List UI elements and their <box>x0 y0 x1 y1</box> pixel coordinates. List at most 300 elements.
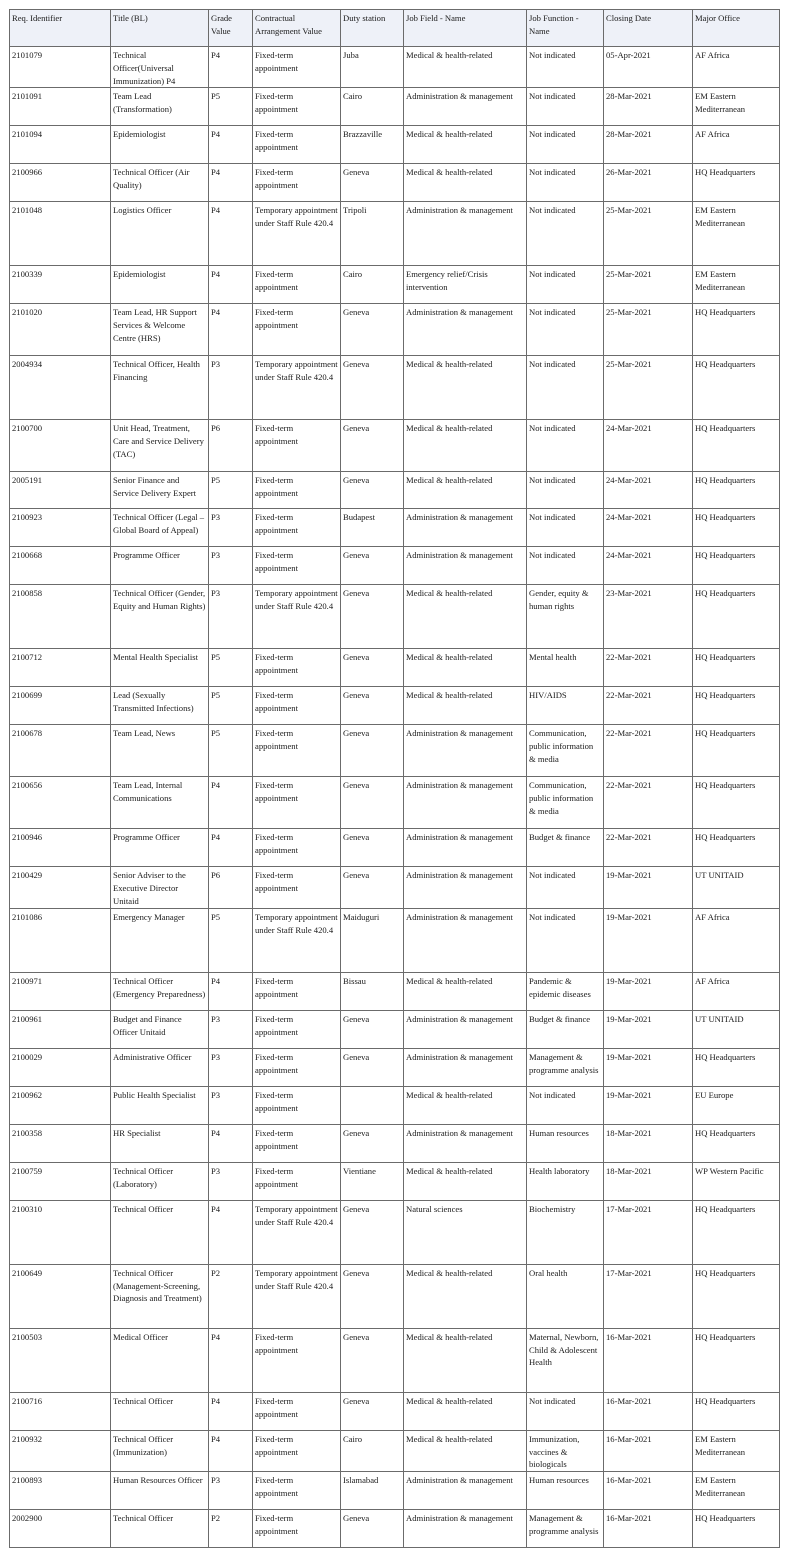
table-row <box>10 47 780 88</box>
title-cell: Technical Officer, Health Financing <box>111 356 209 420</box>
req-identifier-cell: 2100656 <box>10 777 111 829</box>
req-identifier-cell: 2100961 <box>10 1010 111 1048</box>
closing-date-cell: 05-Apr-2021 <box>604 47 693 88</box>
job-field-cell: Administration & management <box>404 1048 527 1086</box>
req-identifier-cell: 2101020 <box>10 304 111 356</box>
duty-station-cell: Geneva <box>341 420 404 472</box>
job-field-cell: Medical & health-related <box>404 1086 527 1124</box>
grade-cell: P3 <box>209 1010 253 1048</box>
title-cell: Unit Head, Treatment, Care and Service Delivery (TAC) <box>111 420 209 472</box>
table-row <box>10 1010 780 1048</box>
job-function-cell: Biochemistry <box>527 1200 604 1264</box>
job-field-cell: Medical & health-related <box>404 472 527 509</box>
closing-date-cell: 24-Mar-2021 <box>604 472 693 509</box>
job-field-cell: Natural sciences <box>404 1200 527 1264</box>
table-row <box>10 1162 780 1200</box>
job-function-cell: Not indicated <box>527 304 604 356</box>
table-row <box>10 585 780 649</box>
job-function-cell: Not indicated <box>527 266 604 304</box>
job-function-cell: Mental health <box>527 649 604 687</box>
job-function-cell: Not indicated <box>527 420 604 472</box>
duty-station-cell: Geneva <box>341 356 404 420</box>
job-field-cell: Administration & management <box>404 1124 527 1162</box>
table-row <box>10 1048 780 1086</box>
job-function-cell: Pandemic & epidemic diseases <box>527 972 604 1010</box>
job-field-cell: Administration & management <box>404 908 527 972</box>
table-row <box>10 266 780 304</box>
table-row <box>10 356 780 420</box>
header-job-field: Job Field - Name <box>404 10 527 47</box>
job-field-cell: Medical & health-related <box>404 47 527 88</box>
grade-cell: P6 <box>209 867 253 908</box>
table-row <box>10 1086 780 1124</box>
grade-cell: P4 <box>209 1124 253 1162</box>
major-office-cell: AF Africa <box>693 908 780 972</box>
major-office-cell: HQ Headquarters <box>693 547 780 585</box>
title-cell: Public Health Specialist <box>111 1086 209 1124</box>
closing-date-cell: 23-Mar-2021 <box>604 585 693 649</box>
major-office-cell: HQ Headquarters <box>693 687 780 725</box>
major-office-cell: HQ Headquarters <box>693 472 780 509</box>
job-function-cell: Not indicated <box>527 472 604 509</box>
req-identifier-cell: 2100716 <box>10 1392 111 1430</box>
title-cell: Mental Health Specialist <box>111 649 209 687</box>
header-title: Title (BL) <box>111 10 209 47</box>
job-field-cell: Administration & management <box>404 829 527 867</box>
req-identifier-cell: 2100429 <box>10 867 111 908</box>
contract-cell: Fixed-term appointment <box>253 867 341 908</box>
table-row <box>10 777 780 829</box>
job-function-cell: Not indicated <box>527 202 604 266</box>
table-row <box>10 1200 780 1264</box>
major-office-cell: HQ Headquarters <box>693 509 780 547</box>
table-row <box>10 420 780 472</box>
major-office-cell: HQ Headquarters <box>693 1200 780 1264</box>
table-row <box>10 472 780 509</box>
title-cell: Lead (Sexually Transmitted Infections) <box>111 687 209 725</box>
job-function-cell: Not indicated <box>527 164 604 202</box>
closing-date-cell: 22-Mar-2021 <box>604 687 693 725</box>
closing-date-cell: 25-Mar-2021 <box>604 202 693 266</box>
job-field-cell: Administration & management <box>404 88 527 126</box>
grade-cell: P5 <box>209 687 253 725</box>
major-office-cell: EM Eastern Mediterranean <box>693 1430 780 1471</box>
job-field-cell: Administration & management <box>404 1472 527 1510</box>
duty-station-cell: Cairo <box>341 1430 404 1471</box>
contract-cell: Fixed-term appointment <box>253 472 341 509</box>
req-identifier-cell: 2100946 <box>10 829 111 867</box>
title-cell: Technical Officer <box>111 1510 209 1548</box>
major-office-cell: HQ Headquarters <box>693 649 780 687</box>
title-cell: Emergency Manager <box>111 908 209 972</box>
grade-cell: P5 <box>209 725 253 777</box>
duty-station-cell: Tripoli <box>341 202 404 266</box>
duty-station-cell <box>341 1086 404 1124</box>
job-field-cell: Emergency relief/Crisis intervention <box>404 266 527 304</box>
duty-station-cell: Geneva <box>341 304 404 356</box>
duty-station-cell: Bissau <box>341 972 404 1010</box>
job-function-cell: Management & programme analysis <box>527 1510 604 1548</box>
job-function-cell: Maternal, Newborn, Child & Adolescent Health <box>527 1328 604 1392</box>
contract-cell: Fixed-term appointment <box>253 777 341 829</box>
major-office-cell: HQ Headquarters <box>693 1328 780 1392</box>
contract-cell: Fixed-term appointment <box>253 47 341 88</box>
contract-cell: Fixed-term appointment <box>253 1010 341 1048</box>
major-office-cell: EM Eastern Mediterranean <box>693 202 780 266</box>
major-office-cell: HQ Headquarters <box>693 725 780 777</box>
duty-station-cell: Maiduguri <box>341 908 404 972</box>
duty-station-cell: Geneva <box>341 547 404 585</box>
grade-cell: P4 <box>209 202 253 266</box>
duty-station-cell: Geneva <box>341 1048 404 1086</box>
closing-date-cell: 17-Mar-2021 <box>604 1200 693 1264</box>
major-office-cell: UT UNITAID <box>693 1010 780 1048</box>
closing-date-cell: 26-Mar-2021 <box>604 164 693 202</box>
grade-cell: P2 <box>209 1264 253 1328</box>
job-function-cell: Communication, public information & media <box>527 777 604 829</box>
job-field-cell: Medical & health-related <box>404 1328 527 1392</box>
req-identifier-cell: 2100923 <box>10 509 111 547</box>
job-function-cell: Budget & finance <box>527 1010 604 1048</box>
duty-station-cell: Cairo <box>341 88 404 126</box>
contract-cell: Fixed-term appointment <box>253 1392 341 1430</box>
title-cell: Logistics Officer <box>111 202 209 266</box>
table-header-row <box>10 10 780 47</box>
table-body <box>10 47 780 1548</box>
major-office-cell: EM Eastern Mediterranean <box>693 1472 780 1510</box>
duty-station-cell: Islamabad <box>341 1472 404 1510</box>
major-office-cell: AF Africa <box>693 126 780 164</box>
grade-cell: P3 <box>209 1472 253 1510</box>
job-field-cell: Medical & health-related <box>404 1162 527 1200</box>
major-office-cell: HQ Headquarters <box>693 1510 780 1548</box>
table-row <box>10 1510 780 1548</box>
major-office-cell: HQ Headquarters <box>693 1048 780 1086</box>
duty-station-cell: Geneva <box>341 472 404 509</box>
contract-cell: Fixed-term appointment <box>253 547 341 585</box>
closing-date-cell: 25-Mar-2021 <box>604 266 693 304</box>
grade-cell: P3 <box>209 547 253 585</box>
grade-cell: P3 <box>209 1162 253 1200</box>
duty-station-cell: Juba <box>341 47 404 88</box>
req-identifier-cell: 2100699 <box>10 687 111 725</box>
job-field-cell: Medical & health-related <box>404 356 527 420</box>
closing-date-cell: 18-Mar-2021 <box>604 1162 693 1200</box>
contract-cell: Fixed-term appointment <box>253 1086 341 1124</box>
grade-cell: P3 <box>209 585 253 649</box>
grade-cell: P4 <box>209 47 253 88</box>
major-office-cell: EU Europe <box>693 1086 780 1124</box>
job-field-cell: Medical & health-related <box>404 972 527 1010</box>
table-row <box>10 509 780 547</box>
table-row <box>10 304 780 356</box>
major-office-cell: UT UNITAID <box>693 867 780 908</box>
contract-cell: Fixed-term appointment <box>253 972 341 1010</box>
table-row <box>10 547 780 585</box>
closing-date-cell: 25-Mar-2021 <box>604 356 693 420</box>
req-identifier-cell: 2100339 <box>10 266 111 304</box>
contract-cell: Fixed-term appointment <box>253 687 341 725</box>
duty-station-cell: Cairo <box>341 266 404 304</box>
header-grade-value: Grade Value <box>209 10 253 47</box>
req-identifier-cell: 2100358 <box>10 1124 111 1162</box>
duty-station-cell: Geneva <box>341 1124 404 1162</box>
header-duty-station: Duty station <box>341 10 404 47</box>
grade-cell: P4 <box>209 1328 253 1392</box>
major-office-cell: AF Africa <box>693 972 780 1010</box>
table-row <box>10 88 780 126</box>
major-office-cell: EM Eastern Mediterranean <box>693 266 780 304</box>
req-identifier-cell: 2101086 <box>10 908 111 972</box>
table-row <box>10 1328 780 1392</box>
title-cell: Senior Adviser to the Executive Director Unitaid <box>111 867 209 908</box>
closing-date-cell: 22-Mar-2021 <box>604 649 693 687</box>
job-function-cell: Health laboratory <box>527 1162 604 1200</box>
title-cell: Administrative Officer <box>111 1048 209 1086</box>
job-field-cell: Administration & management <box>404 202 527 266</box>
contract-cell: Fixed-term appointment <box>253 88 341 126</box>
req-identifier-cell: 2100712 <box>10 649 111 687</box>
job-field-cell: Medical & health-related <box>404 687 527 725</box>
title-cell: Epidemiologist <box>111 266 209 304</box>
table-row <box>10 164 780 202</box>
closing-date-cell: 17-Mar-2021 <box>604 1264 693 1328</box>
closing-date-cell: 16-Mar-2021 <box>604 1472 693 1510</box>
grade-cell: P4 <box>209 1200 253 1264</box>
title-cell: HR Specialist <box>111 1124 209 1162</box>
table-row <box>10 1472 780 1510</box>
duty-station-cell: Geneva <box>341 1264 404 1328</box>
req-identifier-cell: 2101091 <box>10 88 111 126</box>
job-function-cell: Not indicated <box>527 908 604 972</box>
contract-cell: Fixed-term appointment <box>253 1510 341 1548</box>
grade-cell: P4 <box>209 266 253 304</box>
major-office-cell: WP Western Pacific <box>693 1162 780 1200</box>
title-cell: Team Lead, News <box>111 725 209 777</box>
title-cell: Human Resources Officer <box>111 1472 209 1510</box>
duty-station-cell: Geneva <box>341 1010 404 1048</box>
contract-cell: Temporary appointment under Staff Rule 420.4 <box>253 908 341 972</box>
major-office-cell: HQ Headquarters <box>693 420 780 472</box>
duty-station-cell: Geneva <box>341 1328 404 1392</box>
duty-station-cell: Geneva <box>341 867 404 908</box>
major-office-cell: AF Africa <box>693 47 780 88</box>
duty-station-cell: Geneva <box>341 829 404 867</box>
job-function-cell: Not indicated <box>527 1392 604 1430</box>
contract-cell: Fixed-term appointment <box>253 649 341 687</box>
duty-station-cell: Geneva <box>341 649 404 687</box>
document-page <box>9 9 779 1548</box>
duty-station-cell: Geneva <box>341 1510 404 1548</box>
contract-cell: Fixed-term appointment <box>253 725 341 777</box>
job-function-cell: HIV/AIDS <box>527 687 604 725</box>
req-identifier-cell: 2004934 <box>10 356 111 420</box>
grade-cell: P5 <box>209 908 253 972</box>
contract-cell: Temporary appointment under Staff Rule 420.4 <box>253 202 341 266</box>
duty-station-cell: Geneva <box>341 725 404 777</box>
job-field-cell: Medical & health-related <box>404 585 527 649</box>
grade-cell: P3 <box>209 356 253 420</box>
req-identifier-cell: 2100503 <box>10 1328 111 1392</box>
closing-date-cell: 24-Mar-2021 <box>604 509 693 547</box>
req-identifier-cell: 2002900 <box>10 1510 111 1548</box>
title-cell: Technical Officer <box>111 1200 209 1264</box>
major-office-cell: HQ Headquarters <box>693 585 780 649</box>
closing-date-cell: 19-Mar-2021 <box>604 972 693 1010</box>
job-field-cell: Administration & management <box>404 1510 527 1548</box>
header-contractual-arrangement: Contractual Arrangement Value <box>253 10 341 47</box>
job-field-cell: Administration & management <box>404 725 527 777</box>
job-function-cell: Immunization, vaccines & biologicals <box>527 1430 604 1471</box>
contract-cell: Fixed-term appointment <box>253 126 341 164</box>
job-field-cell: Administration & management <box>404 547 527 585</box>
contract-cell: Fixed-term appointment <box>253 829 341 867</box>
contract-cell: Temporary appointment under Staff Rule 420.4 <box>253 1264 341 1328</box>
title-cell: Programme Officer <box>111 829 209 867</box>
major-office-cell: EM Eastern Mediterranean <box>693 88 780 126</box>
grade-cell: P3 <box>209 1048 253 1086</box>
req-identifier-cell: 2100932 <box>10 1430 111 1471</box>
duty-station-cell: Geneva <box>341 1392 404 1430</box>
title-cell: Epidemiologist <box>111 126 209 164</box>
contract-cell: Fixed-term appointment <box>253 1124 341 1162</box>
job-field-cell: Administration & management <box>404 777 527 829</box>
title-cell: Budget and Finance Officer Unitaid <box>111 1010 209 1048</box>
table-row <box>10 126 780 164</box>
duty-station-cell: Geneva <box>341 585 404 649</box>
closing-date-cell: 28-Mar-2021 <box>604 88 693 126</box>
duty-station-cell: Geneva <box>341 777 404 829</box>
contract-cell: Temporary appointment under Staff Rule 420.4 <box>253 356 341 420</box>
req-identifier-cell: 2101079 <box>10 47 111 88</box>
grade-cell: P4 <box>209 126 253 164</box>
title-cell: Programme Officer <box>111 547 209 585</box>
major-office-cell: HQ Headquarters <box>693 356 780 420</box>
job-function-cell: Not indicated <box>527 509 604 547</box>
contract-cell: Temporary appointment under Staff Rule 420.4 <box>253 1200 341 1264</box>
contract-cell: Fixed-term appointment <box>253 1048 341 1086</box>
job-field-cell: Medical & health-related <box>404 126 527 164</box>
job-function-cell: Gender, equity & human rights <box>527 585 604 649</box>
title-cell: Senior Finance and Service Delivery Expert <box>111 472 209 509</box>
job-field-cell: Administration & management <box>404 509 527 547</box>
req-identifier-cell: 2100310 <box>10 1200 111 1264</box>
major-office-cell: HQ Headquarters <box>693 1124 780 1162</box>
duty-station-cell: Budapest <box>341 509 404 547</box>
table-row <box>10 202 780 266</box>
job-field-cell: Administration & management <box>404 867 527 908</box>
job-function-cell: Oral health <box>527 1264 604 1328</box>
grade-cell: P6 <box>209 420 253 472</box>
grade-cell: P5 <box>209 88 253 126</box>
grade-cell: P4 <box>209 777 253 829</box>
closing-date-cell: 19-Mar-2021 <box>604 1048 693 1086</box>
table-row <box>10 908 780 972</box>
duty-station-cell: Geneva <box>341 1200 404 1264</box>
title-cell: Technical Officer (Emergency Preparedness) <box>111 972 209 1010</box>
title-cell: Team Lead, Internal Communications <box>111 777 209 829</box>
contract-cell: Fixed-term appointment <box>253 1430 341 1471</box>
grade-cell: P3 <box>209 1086 253 1124</box>
contract-cell: Fixed-term appointment <box>253 1472 341 1510</box>
job-function-cell: Management & programme analysis <box>527 1048 604 1086</box>
title-cell: Technical Officer (Immunization) <box>111 1430 209 1471</box>
duty-station-cell: Brazzaville <box>341 126 404 164</box>
table-row <box>10 972 780 1010</box>
closing-date-cell: 18-Mar-2021 <box>604 1124 693 1162</box>
table-row <box>10 649 780 687</box>
job-function-cell: Not indicated <box>527 356 604 420</box>
title-cell: Technical Officer (Air Quality) <box>111 164 209 202</box>
grade-cell: P4 <box>209 972 253 1010</box>
closing-date-cell: 19-Mar-2021 <box>604 1086 693 1124</box>
closing-date-cell: 25-Mar-2021 <box>604 304 693 356</box>
req-identifier-cell: 2100759 <box>10 1162 111 1200</box>
job-field-cell: Administration & management <box>404 1010 527 1048</box>
grade-cell: P5 <box>209 472 253 509</box>
req-identifier-cell: 2100858 <box>10 585 111 649</box>
closing-date-cell: 19-Mar-2021 <box>604 867 693 908</box>
req-identifier-cell: 2100649 <box>10 1264 111 1328</box>
duty-station-cell: Geneva <box>341 687 404 725</box>
grade-cell: P4 <box>209 164 253 202</box>
grade-cell: P2 <box>209 1510 253 1548</box>
job-field-cell: Medical & health-related <box>404 420 527 472</box>
title-cell: Technical Officer (Management-Screening, Diagnosis and Treatment) <box>111 1264 209 1328</box>
job-function-cell: Human resources <box>527 1124 604 1162</box>
duty-station-cell: Geneva <box>341 164 404 202</box>
title-cell: Technical Officer(Universal Immunization) P4 <box>111 47 209 88</box>
header-req-identifier: Req. Identifier <box>10 10 111 47</box>
grade-cell: P4 <box>209 1392 253 1430</box>
contract-cell: Temporary appointment under Staff Rule 420.4 <box>253 585 341 649</box>
req-identifier-cell: 2100971 <box>10 972 111 1010</box>
req-identifier-cell: 2100700 <box>10 420 111 472</box>
req-identifier-cell: 2100966 <box>10 164 111 202</box>
job-function-cell: Not indicated <box>527 1086 604 1124</box>
title-cell: Team Lead (Transformation) <box>111 88 209 126</box>
grade-cell: P4 <box>209 829 253 867</box>
closing-date-cell: 16-Mar-2021 <box>604 1392 693 1430</box>
contract-cell: Fixed-term appointment <box>253 1328 341 1392</box>
closing-date-cell: 16-Mar-2021 <box>604 1430 693 1471</box>
title-cell: Technical Officer (Gender, Equity and Human Rights) <box>111 585 209 649</box>
req-identifier-cell: 2100962 <box>10 1086 111 1124</box>
title-cell: Technical Officer (Laboratory) <box>111 1162 209 1200</box>
req-identifier-cell: 2100893 <box>10 1472 111 1510</box>
grade-cell: P4 <box>209 304 253 356</box>
closing-date-cell: 22-Mar-2021 <box>604 725 693 777</box>
major-office-cell: HQ Headquarters <box>693 777 780 829</box>
grade-cell: P3 <box>209 509 253 547</box>
duty-station-cell: Vientiane <box>341 1162 404 1200</box>
contract-cell: Fixed-term appointment <box>253 420 341 472</box>
table-row <box>10 1264 780 1328</box>
job-function-cell: Not indicated <box>527 547 604 585</box>
contract-cell: Fixed-term appointment <box>253 164 341 202</box>
job-field-cell: Administration & management <box>404 304 527 356</box>
table-row <box>10 687 780 725</box>
header-job-function: Job Function - Name <box>527 10 604 47</box>
major-office-cell: HQ Headquarters <box>693 304 780 356</box>
grade-cell: P5 <box>209 649 253 687</box>
closing-date-cell: 28-Mar-2021 <box>604 126 693 164</box>
contract-cell: Fixed-term appointment <box>253 509 341 547</box>
contract-cell: Fixed-term appointment <box>253 304 341 356</box>
job-field-cell: Medical & health-related <box>404 1392 527 1430</box>
req-identifier-cell: 2100678 <box>10 725 111 777</box>
contract-cell: Fixed-term appointment <box>253 1162 341 1200</box>
